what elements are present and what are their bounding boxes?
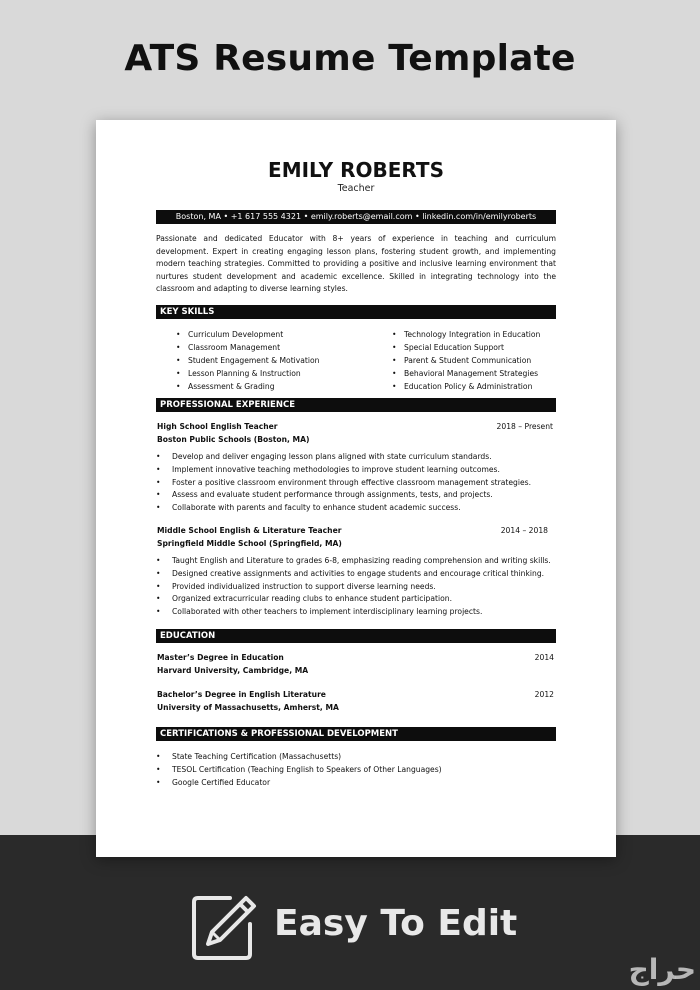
section-heading-experience: PROFESSIONAL EXPERIENCE: [156, 398, 556, 412]
certification-item: • TESOL Certification (Teaching English to Speakers of Other Languages): [172, 764, 562, 777]
page-title: ATS Resume Template: [124, 38, 576, 79]
svg-text:حراج: حراج: [628, 953, 696, 986]
bullet-item: • Foster a positive classroom environment through effective classroom management strategies.: [172, 477, 562, 490]
skill-item: • Student Engagement & Motivation: [188, 354, 388, 367]
bullet-item: • Provided individualized instruction to support diverse learning needs.: [172, 581, 562, 594]
education-school: Harvard University, Cambridge, MA: [157, 666, 309, 675]
bullet-item: • Collaborate with parents and faculty to enhance student academic success.: [172, 502, 562, 515]
summary-paragraph: Passionate and dedicated Educator with 8+ years of experience in teaching and curriculum development. Expert in creating engaging lesson plans, fostering student growth, and implementing modern teaching strategies. Committed to providing a positive and inclusive learning environment that nurtures student development and academic excellence. Skilled in integrating technology into the classroom and adapting to diverse learning styles.: [156, 234, 556, 294]
bullet-item: • Collaborated with other teachers to implement interdisciplinary learning projects.: [172, 606, 562, 619]
education-year: 2014: [534, 653, 554, 662]
resume-name: EMILY ROBERTS: [268, 158, 444, 182]
education-school: University of Massachusetts, Amherst, MA: [157, 703, 339, 712]
resume-role: Teacher: [337, 183, 375, 194]
section-heading-certifications: CERTIFICATIONS & PROFESSIONAL DEVELOPMENT: [156, 727, 556, 741]
job-title: Middle School English & Literature Teacher: [157, 526, 342, 535]
certification-item: • State Teaching Certification (Massachusetts): [172, 751, 562, 764]
bullet-item: • Organized extracurricular reading clubs to enhance student participation.: [172, 593, 562, 606]
skill-item: • Technology Integration in Education: [404, 328, 574, 341]
job-dates: 2018 – Present: [496, 422, 553, 431]
skill-item: • Behavioral Management Strategies: [404, 367, 574, 380]
bullet-item: • Designed creative assignments and activities to engage students and encourage critical thinking.: [172, 568, 562, 581]
skill-item: • Lesson Planning & Instruction: [188, 367, 388, 380]
easy-to-edit-label: Easy To Edit: [274, 903, 518, 944]
haraj-watermark-logo: [528, 952, 698, 986]
job-bullets: [172, 451, 562, 515]
certification-list: [172, 751, 562, 789]
job-organization: Springfield Middle School (Springfield, MA): [157, 539, 342, 548]
skill-item: • Special Education Support: [404, 341, 574, 354]
resume-sheet: [96, 120, 616, 857]
bullet-item: • Develop and deliver engaging lesson plans aligned with state curriculum standards.: [172, 451, 562, 464]
skill-item: • Assessment & Grading: [188, 380, 388, 393]
contact-bar: Boston, MA • +1 617 555 4321 • emily.roberts@email.com • linkedin.com/in/emilyroberts: [156, 210, 556, 224]
pencil-edit-icon: [190, 894, 258, 962]
job-title: High School English Teacher: [157, 422, 278, 431]
job-bullets: [172, 555, 562, 619]
education-year: 2012: [534, 690, 554, 699]
skill-item: • Parent & Student Communication: [404, 354, 574, 367]
skill-item: • Education Policy & Administration: [404, 380, 574, 393]
section-heading-education: EDUCATION: [156, 629, 556, 643]
bullet-item: • Assess and evaluate student performance through assignments, tests, and projects.: [172, 489, 562, 502]
skill-item: • Classroom Management: [188, 341, 388, 354]
education-degree: Master’s Degree in Education: [157, 653, 284, 662]
bullet-item: • Taught English and Literature to grades 6-8, emphasizing reading comprehension and writing skills.: [172, 555, 562, 568]
skill-item: • Curriculum Development: [188, 328, 388, 341]
section-heading-skills: KEY SKILLS: [156, 305, 556, 319]
education-degree: Bachelor’s Degree in English Literature: [157, 690, 326, 699]
certification-item: • Google Certified Educator: [172, 777, 562, 790]
skills-column-left: [172, 328, 388, 393]
job-organization: Boston Public Schools (Boston, MA): [157, 435, 310, 444]
bullet-item: • Implement innovative teaching methodologies to improve student learning outcomes.: [172, 464, 562, 477]
skills-column-right: [388, 328, 574, 393]
job-dates: 2014 – 2018: [500, 526, 548, 535]
